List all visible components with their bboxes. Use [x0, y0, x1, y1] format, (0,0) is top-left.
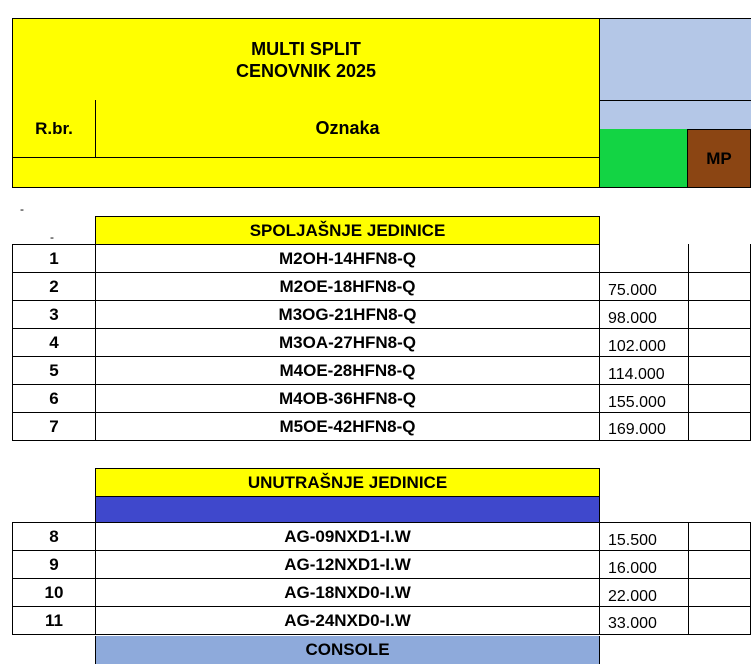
row-model: M5OE-42HFN8-Q: [95, 412, 600, 441]
row-price: 33.000: [600, 606, 688, 635]
row-mp-price: [688, 412, 751, 441]
mp-price-header: [687, 129, 751, 188]
row-mp-price: [688, 578, 751, 607]
header-yellow-strip: [12, 158, 600, 188]
row-mp-price: [688, 300, 751, 329]
green-price-header: [600, 129, 687, 188]
dash-mark: -: [50, 230, 54, 244]
console-title-label: CONSOLE: [305, 640, 390, 659]
row-mp-price: [688, 272, 751, 301]
indoor-blue-strip: [95, 496, 600, 522]
row-mp-price: [688, 384, 751, 413]
mp-label: MP: [706, 148, 732, 168]
row-mp-price: [688, 606, 751, 635]
row-mp-price: [688, 244, 751, 273]
outdoor-title-label: SPOLJAŠNJE JEDINICE: [249, 220, 446, 240]
dash-mark: -: [20, 202, 24, 216]
row-mp-price: [688, 328, 751, 357]
row-price: 15.500: [600, 522, 688, 551]
row-model: AG-09NXD1-I.W: [95, 522, 600, 551]
row-price: 102.000: [600, 328, 688, 357]
row-number: 10: [12, 578, 95, 607]
indoor-title-label: UNUTRAŠNJE JEDINICE: [247, 472, 448, 492]
header-blue-cell-top: [600, 18, 751, 101]
row-number: 6: [12, 384, 95, 413]
outdoor-section-title: [95, 216, 600, 244]
row-mp-price: [688, 522, 751, 551]
row-model: AG-12NXD1-I.W: [95, 550, 600, 579]
row-price: 114.000: [600, 356, 688, 385]
row-price: 16.000: [600, 550, 688, 579]
header-title-cell: [12, 18, 600, 101]
indoor-section-title: [95, 468, 600, 496]
row-price: 155.000: [600, 384, 688, 413]
row-model: M2OE-18HFN8-Q: [95, 272, 600, 301]
row-model: M4OE-28HFN8-Q: [95, 356, 600, 385]
row-price: 169.000: [600, 412, 688, 441]
row-model: M3OA-27HFN8-Q: [95, 328, 600, 357]
row-number: 9: [12, 550, 95, 579]
page-title: [236, 38, 376, 82]
row-price: 22.000: [600, 578, 688, 607]
console-section-title: [95, 636, 600, 664]
row-model: M2OH-14HFN8-Q: [95, 244, 600, 273]
title-line-2: CENOVNIK 2025: [235, 60, 377, 81]
row-number: 1: [12, 244, 95, 273]
row-model: M3OG-21HFN8-Q: [95, 300, 600, 329]
row-number: 7: [12, 412, 95, 441]
row-price: 98.000: [600, 300, 688, 329]
row-number: 2: [12, 272, 95, 301]
row-mp-price: [688, 356, 751, 385]
row-number: 3: [12, 300, 95, 329]
col-rbr-header: [12, 100, 95, 158]
row-number: 11: [12, 606, 95, 635]
col-rbr-label: R.br.: [35, 118, 73, 138]
row-model: AG-18NXD0-I.W: [95, 578, 600, 607]
row-number: 5: [12, 356, 95, 385]
row-model: AG-24NXD0-I.W: [95, 606, 600, 635]
row-number: 8: [12, 522, 95, 551]
col-oznaka-header: [95, 100, 600, 158]
title-line-1: MULTI SPLIT: [251, 38, 361, 59]
row-price: [600, 244, 688, 273]
row-price: 75.000: [600, 272, 688, 301]
row-model: M4OB-36HFN8-Q: [95, 384, 600, 413]
row-number: 4: [12, 328, 95, 357]
row-mp-price: [688, 550, 751, 579]
col-oznaka-label: Oznaka: [315, 118, 380, 138]
header-blue-cell-mid: [600, 101, 751, 129]
